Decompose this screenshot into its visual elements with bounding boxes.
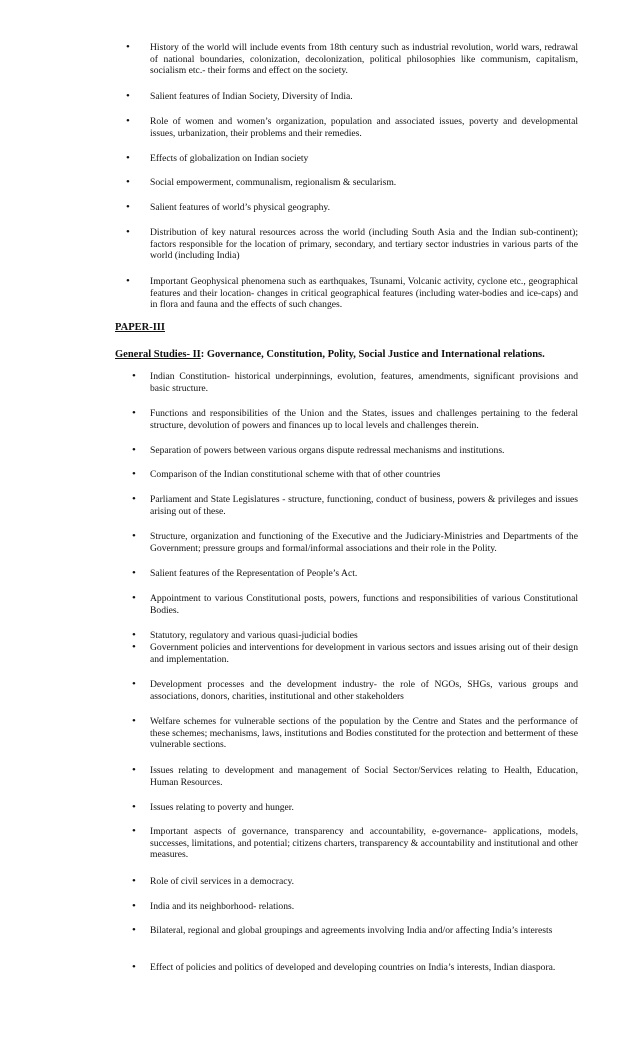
list-item-text: Development processes and the development industry- the role of NGOs, SHGs, various groups and associations, donors, charities, institutional and other stakeholders [150, 679, 578, 702]
bullet-icon: • [132, 567, 136, 579]
paper-heading: PAPER-III [115, 322, 165, 333]
list-item-text: Effects of globalization on Indian society [150, 153, 309, 164]
bullet-icon: • [132, 825, 136, 837]
bullet-icon: • [132, 530, 136, 542]
bullet-icon: • [132, 924, 136, 936]
list-item-text: Salient features of world’s physical geography. [150, 202, 331, 213]
bullet-icon: • [126, 152, 130, 164]
bullet-icon: • [132, 715, 136, 727]
list-item [0, 642, 578, 665]
list-item-text: Important aspects of governance, transparency and accountability, e-governance- applications, models, successes, limitations, and potential; citizens charters, transparency & accountability and institutional and other measures. [150, 826, 578, 861]
gs-heading-rest: : Governance, Constitution, Polity, Social Justice and International relations. [200, 349, 545, 360]
list-item [0, 679, 578, 702]
list-item-text: Important Geophysical phenomena such as earthquakes, Tsunami, Volcanic activity, cyclone etc., geographical features and their location- changes in critical geographical features (including water-bodies and ice-caps) and in flora and fauna and the effects of such changes. [150, 276, 578, 311]
bullet-icon: • [132, 961, 136, 973]
bullet-icon: • [132, 468, 136, 480]
bullet-icon: • [132, 801, 136, 813]
list-item [0, 765, 578, 788]
list-item-text: Comparison of the Indian constitutional scheme with that of other countries [150, 469, 441, 480]
list-item [0, 202, 578, 214]
list-item [0, 802, 578, 814]
bullet-icon: • [126, 115, 130, 127]
list-item [0, 469, 578, 481]
list-item [0, 901, 578, 913]
bullet-icon: • [132, 900, 136, 912]
list-item [0, 177, 578, 189]
gs-heading-prefix: General Studies- II [115, 349, 201, 360]
list-item [0, 716, 578, 751]
list-item [0, 408, 578, 431]
list-item [0, 91, 578, 103]
list-item [0, 116, 578, 139]
list-item-text: Parliament and State Legislatures - structure, functioning, conduct of business, powers & privileges and issues arising out of these. [150, 494, 578, 517]
bullet-icon: • [132, 764, 136, 776]
bullet-icon: • [132, 444, 136, 456]
list-item-text: Salient features of Indian Society, Diversity of India. [150, 91, 353, 102]
bullet-icon: • [132, 493, 136, 505]
list-item [0, 630, 578, 642]
bullet-icon: • [132, 629, 136, 641]
list-item [0, 531, 578, 554]
list-item-text: Separation of powers between various organs dispute redressal mechanisms and institutions. [150, 445, 505, 456]
list-item [0, 276, 578, 311]
list-item [0, 42, 578, 77]
bullet-icon: • [126, 275, 130, 287]
list-item-text: Statutory, regulatory and various quasi-judicial bodies [150, 630, 358, 641]
list-item [0, 371, 578, 394]
list-item-text: Indian Constitution- historical underpinnings, evolution, features, amendments, significant provisions and basic structure. [150, 371, 578, 394]
bullet-icon: • [132, 641, 136, 653]
list-item-text: Structure, organization and functioning of the Executive and the Judiciary-Ministries and Departments of the Government; pressure groups and formal/informal associations and their role in the Polity. [150, 531, 578, 554]
list-item-text: Salient features of the Representation of People’s Act. [150, 568, 358, 579]
list-item-text: Appointment to various Constitutional posts, powers, functions and responsibilities of various Constitutional Bodies. [150, 593, 578, 616]
list-item-text: Issues relating to poverty and hunger. [150, 802, 294, 813]
list-item [0, 826, 578, 861]
list-item-text: Welfare schemes for vulnerable sections of the population by the Centre and States and the performance of these schemes; mechanisms, laws, institutions and Bodies constituted for the protection and betterment of these vulnerable sections. [150, 716, 578, 751]
list-item-text: Functions and responsibilities of the Union and the States, issues and challenges pertaining to the federal structure, devolution of powers and finances up to local levels and challenges therein. [150, 408, 578, 431]
list-item [0, 876, 578, 888]
bullet-icon: • [132, 370, 136, 382]
list-item-text: Role of civil services in a democracy. [150, 876, 295, 887]
bullet-icon: • [132, 407, 136, 419]
list-item [0, 962, 578, 974]
list-item-text: Social empowerment, communalism, regionalism & secularism. [150, 177, 397, 188]
list-item [0, 593, 578, 616]
list-item-text: Government policies and interventions for development in various sectors and issues arising out of their design and implementation. [150, 642, 578, 665]
bullet-icon: • [132, 678, 136, 690]
list-item-text: Issues relating to development and management of Social Sector/Services relating to Health, Education, Human Resources. [150, 765, 578, 788]
list-item-text: Distribution of key natural resources across the world (including South Asia and the Indian sub-continent); factors responsible for the location of primary, secondary, and tertiary sector industries in various parts of the world (including India) [150, 227, 578, 262]
list-item [0, 153, 578, 165]
bullet-icon: • [126, 201, 130, 213]
list-item [0, 568, 578, 580]
bullet-icon: • [132, 592, 136, 604]
list-item-text: Role of women and women’s organization, population and associated issues, poverty and developmental issues, urbanization, their problems and their remedies. [150, 116, 578, 139]
list-item [0, 925, 578, 937]
list-item-text: Bilateral, regional and global groupings and agreements involving India and/or affecting India’s interests [150, 925, 553, 936]
bullet-icon: • [132, 875, 136, 887]
bullet-icon: • [126, 176, 130, 188]
bullet-icon: • [126, 41, 130, 53]
bullet-icon: • [126, 226, 130, 238]
list-item [0, 445, 578, 457]
list-item-text: India and its neighborhood- relations. [150, 901, 295, 912]
list-item [0, 494, 578, 517]
list-item-text: History of the world will include events from 18th century such as industrial revolution, world wars, redrawal of national boundaries, colonization, decolonization, political philosophies like communism, capitalism, socialism etc.- their forms and effect on the society. [150, 42, 578, 77]
list-item-text: Effect of policies and politics of developed and developing countries on India’s interests, Indian diaspora. [150, 962, 556, 973]
gs-heading [115, 349, 545, 361]
bullet-icon: • [126, 90, 130, 102]
list-item [0, 227, 578, 262]
